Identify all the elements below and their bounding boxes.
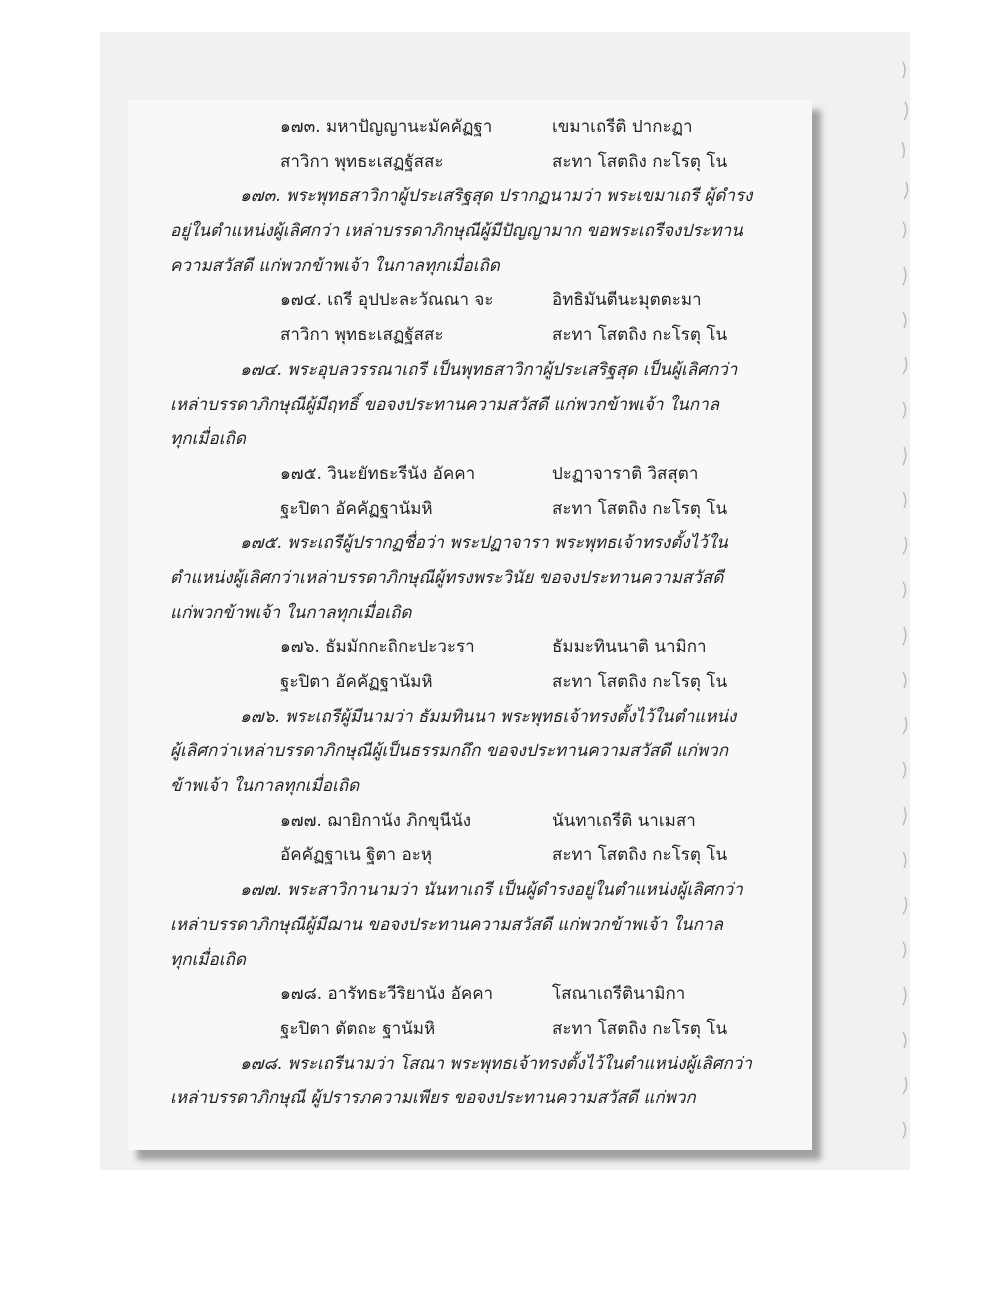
verse-second-half: เขมาเถรีติ ปากะฏา xyxy=(552,117,693,137)
verse-line xyxy=(170,110,800,145)
verse-second-half: โสณาเถรีตินามิกา xyxy=(552,984,686,1005)
verse-line xyxy=(170,630,800,665)
verse-second-half: สะทา โสตถิง กะโรตุ โน xyxy=(552,498,728,519)
translation-line: ข้าพเจ้า ในกาลทุกเมื่อเถิด xyxy=(170,776,360,797)
translation-line: ความสวัสดี แก่พวกข้าพเจ้า ในกาลทุกเมื่อเถิด xyxy=(170,255,500,276)
verse-second-half: สะทา โสตถิง กะโรตุ โน xyxy=(552,1018,728,1039)
verse-second-half: นันทาเถรีติ นาเมสา xyxy=(552,810,696,831)
verse-second-half: สะทา โสตถิง กะโรตุ โน xyxy=(552,151,728,172)
translation-line: อยู่ในตำแหน่งผู้เลิศกว่า เหล่าบรรดาภิกษุณีผู้มีปัญญามาก ขอพระเถรีจงประทาน xyxy=(170,221,743,242)
verse-first-half: ฐะปิตา อัคคัฏฐานัมหิ xyxy=(280,672,433,692)
verse-first-half: อัคคัฏฐาเน ฐิตา อะหุ xyxy=(280,845,433,866)
verse-line xyxy=(170,492,800,527)
translation-line: เหล่าบรรดาภิกษุณีผู้มีฌาน ขอจงประทานความสวัสดี แก่พวกข้าพเจ้า ในกาล xyxy=(170,914,723,935)
translation-line: ตำแหน่งผู้เลิศกว่าเหล่าบรรดาภิกษุณีผู้ทรงพระวินัย ขอจงประทานความสวัสดี xyxy=(170,567,724,588)
verse-first-half: ๑๗๖. ธัมมักกะถิกะปะวะรา xyxy=(280,637,475,658)
verse-line xyxy=(170,283,800,318)
verse-line xyxy=(170,145,800,180)
verse-first-half: ๑๗๕. วินะยัทธะรีนัง อัคคา xyxy=(280,463,476,484)
verse-line xyxy=(170,1012,800,1047)
translation-line: ๑๗๘. พระเถรีนามว่า โสณา พระพุทธเจ้าทรงตั้งไว้ในตำแหน่งผู้เลิศกว่า xyxy=(240,1053,752,1074)
verse-line xyxy=(170,318,800,353)
verse-second-half: ธัมมะทินนาติ นามิกา xyxy=(552,637,707,658)
verse-second-half: สะทา โสตถิง กะโรตุ โน xyxy=(552,325,728,346)
translation-line: ๑๗๔. พระอุบลวรรณาเถรี เป็นพุทธสาวิกาผู้ประเสริฐสุด เป็นผู้เลิศกว่า xyxy=(240,359,738,380)
translation-line: ๑๗๗. พระสาวิกานามว่า นันทาเถรี เป็นผู้ดำรงอยู่ในตำแหน่งผู้เลิศกว่า xyxy=(240,880,743,901)
verse-first-half: สาวิกา พุทธะเสฏฐัสสะ xyxy=(280,151,444,172)
verse-line xyxy=(170,457,800,492)
translation-line: ๑๗๓. พระพุทธสาวิกาผู้ประเสริฐสุด ปรากฏนามว่า พระเขมาเถรี ผู้ดำรง xyxy=(240,186,753,207)
verse-first-half: ๑๗๓. มหาปัญญานะมัคคัฏฐา xyxy=(280,117,493,137)
verse-first-half: ฐะปิตา ตัตถะ ฐานัมหิ xyxy=(280,1018,436,1039)
verse-second-half: สะทา โสตถิง กะโรตุ โน xyxy=(552,672,728,692)
verse-line xyxy=(170,838,800,873)
verse-first-half: ๑๗๘. อารัทธะวีริยานัง อัคคา xyxy=(280,984,494,1005)
verse-first-half: สาวิกา พุทธะเสฏฐัสสะ xyxy=(280,325,444,346)
torn-paper-edge xyxy=(895,32,915,1170)
translation-line: ๑๗๖. พระเถรีผู้มีนามว่า ธัมมทินนา พระพุทธเจ้าทรงตั้งไว้ในตำแหน่ง xyxy=(240,706,737,727)
translation-line: ๑๗๕. พระเถรีผู้ปรากฏชื่อว่า พระปฏาจารา พระพุทธเจ้าทรงตั้งไว้ใน xyxy=(240,533,728,554)
translation-line: แก่พวกข้าพเจ้า ในกาลทุกเมื่อเถิด xyxy=(170,602,412,623)
verse-line xyxy=(170,665,800,700)
translation-line: เหล่าบรรดาภิกษุณี ผู้ปรารภความเพียร ขอจงประทานความสวัสดี แก่พวก xyxy=(170,1088,696,1109)
translation-line: เหล่าบรรดาภิกษุณีผู้มีฤทธิ์ ขอจงประทานความสวัสดี แก่พวกข้าพเจ้า ในกาล xyxy=(170,394,720,415)
verse-line xyxy=(170,977,800,1012)
translation-line: ทุกเมื่อเถิด xyxy=(170,429,246,450)
verse-second-half: สะทา โสตถิง กะโรตุ โน xyxy=(552,845,728,866)
verse-first-half: ๑๗๔. เถรี อุปปะละวัณณา จะ xyxy=(280,290,494,311)
verse-second-half: อิทธิมันตีนะมุตตะมา xyxy=(552,290,702,311)
translation-line: ทุกเมื่อเถิด xyxy=(170,949,246,970)
document-body xyxy=(170,110,800,1116)
verse-second-half: ปะฏาจาราติ วิสสุตา xyxy=(552,463,699,484)
verse-line xyxy=(170,804,800,839)
translation-line: ผู้เลิศกว่าเหล่าบรรดาภิกษุณีผู้เป็นธรรมกถึก ขอจงประทานความสวัสดี แก่พวก xyxy=(170,741,728,762)
verse-first-half: ๑๗๗. ฌายิกานัง ภิกขุนีนัง xyxy=(280,810,472,831)
verse-first-half: ฐะปิตา อัคคัฏฐานัมหิ xyxy=(280,498,433,519)
